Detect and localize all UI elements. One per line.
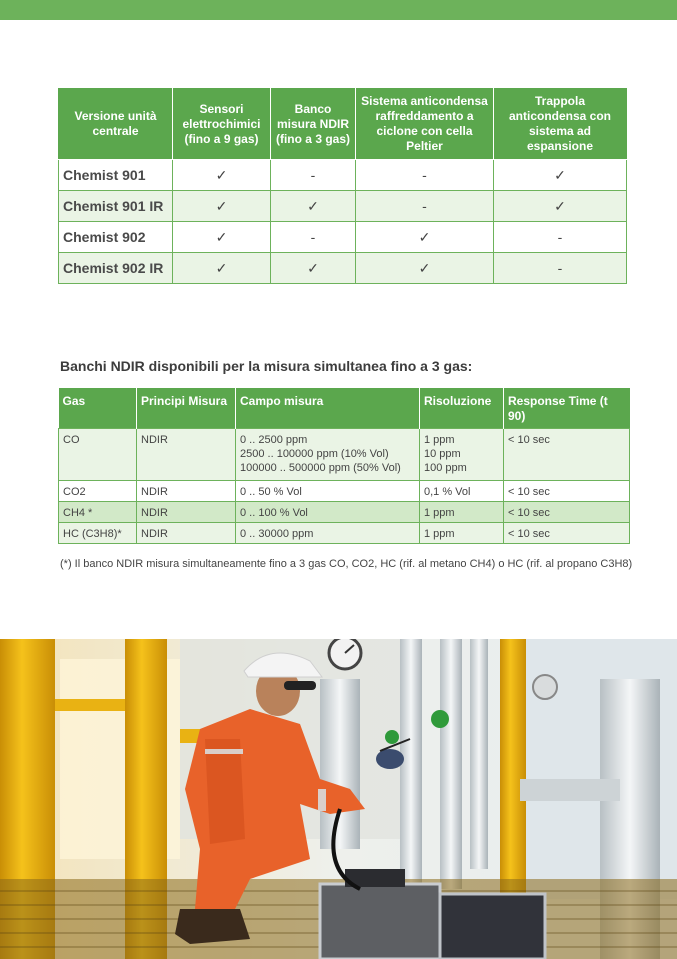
response-cell: < 10 sec bbox=[504, 523, 630, 544]
check-mark: ✓ bbox=[271, 253, 356, 284]
dash-mark: - bbox=[494, 253, 627, 284]
header-sistema: Sistema anticondensa raffreddamento a ciclone con cella Peltier bbox=[356, 89, 494, 160]
top-green-bar bbox=[0, 0, 677, 20]
table-row bbox=[59, 502, 630, 523]
gas-cell: CO bbox=[59, 429, 137, 481]
range-cell: 0 .. 50 % Vol bbox=[236, 481, 420, 502]
resolution-cell: 1 ppm bbox=[420, 502, 504, 523]
check-mark: ✓ bbox=[173, 222, 271, 253]
versions-table-header bbox=[59, 89, 627, 160]
check-mark: ✓ bbox=[494, 160, 627, 191]
range-cell bbox=[236, 429, 420, 481]
header-risoluzione: Risoluzione bbox=[420, 388, 504, 429]
header-principi: Principi Misura bbox=[137, 388, 236, 429]
header-versione: Versione unità centrale bbox=[59, 89, 173, 160]
response-cell: < 10 sec bbox=[504, 429, 630, 481]
table-row bbox=[59, 222, 627, 253]
ndir-table-header bbox=[59, 388, 630, 429]
table-row bbox=[59, 481, 630, 502]
header-banco: Banco misura NDIR (fino a 3 gas) bbox=[271, 89, 356, 160]
resolution-cell bbox=[420, 429, 504, 481]
resolution-line: 100 ppm bbox=[424, 462, 467, 474]
gas-cell: CH4 * bbox=[59, 502, 137, 523]
dash-mark: - bbox=[356, 191, 494, 222]
range-line: 100000 .. 500000 ppm (50% Vol) bbox=[240, 462, 401, 474]
versions-table bbox=[58, 88, 627, 284]
dash-mark: - bbox=[271, 222, 356, 253]
header-campo: Campo misura bbox=[236, 388, 420, 429]
model-name: Chemist 902 IR bbox=[59, 253, 173, 284]
resolution-cell: 0,1 % Vol bbox=[420, 481, 504, 502]
principle-cell: NDIR bbox=[137, 481, 236, 502]
gas-cell: CO2 bbox=[59, 481, 137, 502]
model-name: Chemist 901 bbox=[59, 160, 173, 191]
header-gas: Gas bbox=[59, 388, 137, 429]
table-row bbox=[59, 429, 630, 481]
model-name: Chemist 902 bbox=[59, 222, 173, 253]
table-row bbox=[59, 523, 630, 544]
principle-cell: NDIR bbox=[137, 429, 236, 481]
range-cell: 0 .. 100 % Vol bbox=[236, 502, 420, 523]
header-sensori: Sensori elettrochimici (fino a 9 gas) bbox=[173, 89, 271, 160]
check-mark: ✓ bbox=[173, 160, 271, 191]
section-title: Banchi NDIR disponibili per la misura simultanea fino a 3 gas: bbox=[60, 358, 473, 374]
check-mark: ✓ bbox=[271, 191, 356, 222]
response-cell: < 10 sec bbox=[504, 481, 630, 502]
resolution-line: 1 ppm bbox=[424, 434, 455, 446]
footnote: (*) Il banco NDIR misura simultaneamente fino a 3 gas CO, CO2, HC (rif. al metano CH4) o HC (rif. al propano C3H8) bbox=[60, 558, 633, 570]
gas-cell: HC (C3H8)* bbox=[59, 523, 137, 544]
resolution-line: 10 ppm bbox=[424, 448, 461, 460]
check-mark: ✓ bbox=[356, 253, 494, 284]
range-line: 0 .. 2500 ppm bbox=[240, 434, 308, 446]
model-name: Chemist 901 IR bbox=[59, 191, 173, 222]
table-row bbox=[59, 160, 627, 191]
table-row bbox=[59, 253, 627, 284]
dash-mark: - bbox=[494, 222, 627, 253]
range-line: 2500 .. 100000 ppm (10% Vol) bbox=[240, 448, 389, 460]
dash-mark: - bbox=[271, 160, 356, 191]
table-row bbox=[59, 191, 627, 222]
response-cell: < 10 sec bbox=[504, 502, 630, 523]
header-response: Response Time (t 90) bbox=[504, 388, 630, 429]
check-mark: ✓ bbox=[173, 253, 271, 284]
industrial-photo bbox=[0, 639, 677, 959]
principle-cell: NDIR bbox=[137, 502, 236, 523]
check-mark: ✓ bbox=[494, 191, 627, 222]
resolution-cell: 1 ppm bbox=[420, 523, 504, 544]
range-cell: 0 .. 30000 ppm bbox=[236, 523, 420, 544]
header-trappola: Trappola anticondensa con sistema ad espansione bbox=[494, 89, 627, 160]
check-mark: ✓ bbox=[173, 191, 271, 222]
ndir-table bbox=[58, 388, 630, 544]
technician-illustration bbox=[0, 639, 677, 959]
principle-cell: NDIR bbox=[137, 523, 236, 544]
check-mark: ✓ bbox=[356, 222, 494, 253]
dash-mark: - bbox=[356, 160, 494, 191]
